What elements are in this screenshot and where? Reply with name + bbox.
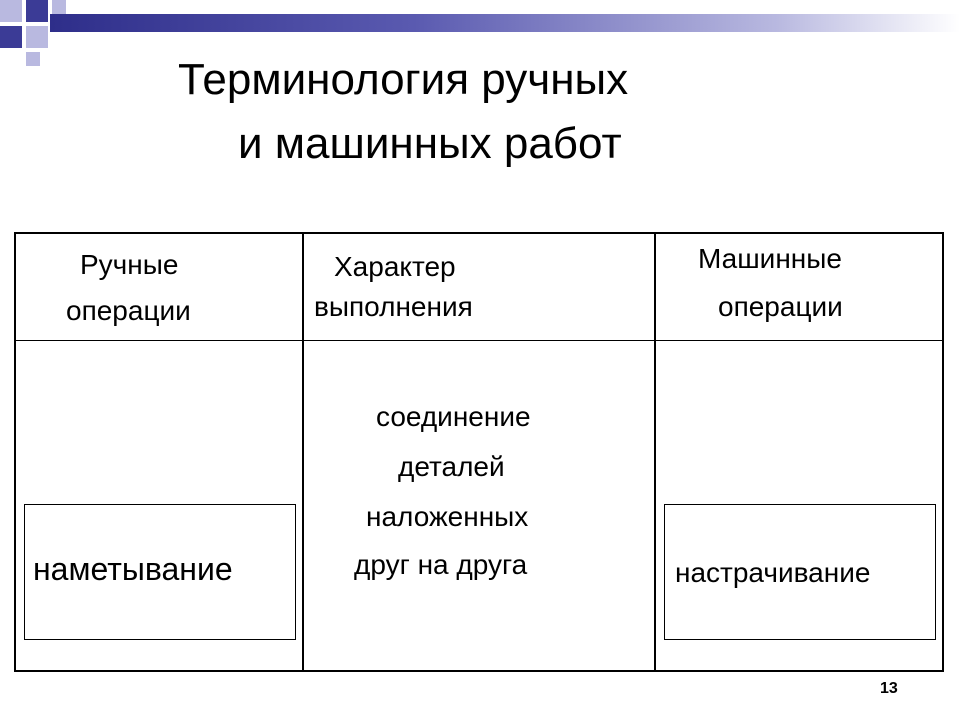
decor-square xyxy=(52,0,66,14)
header-machine-line1: Машинные xyxy=(698,243,842,274)
decor-square xyxy=(26,0,48,22)
table-border-bottom xyxy=(14,670,944,672)
table-border-top xyxy=(14,232,944,234)
description-line2: деталей xyxy=(398,451,505,482)
header-gradient-band xyxy=(50,14,960,32)
table-border-left xyxy=(14,232,16,672)
header-manual-line1: Ручные xyxy=(80,249,179,280)
manual-term-box xyxy=(24,504,296,640)
decor-square xyxy=(0,26,22,48)
page-number: 13 xyxy=(880,680,898,697)
header-character-line2: выполнения xyxy=(314,291,473,322)
decor-square xyxy=(26,26,48,48)
decor-square xyxy=(0,0,22,22)
machine-term-box xyxy=(664,504,936,640)
decor-square xyxy=(26,52,40,66)
table-border-right xyxy=(942,232,944,672)
table-header-divider xyxy=(14,340,944,341)
description-line3: наложенных xyxy=(366,501,529,532)
header-manual-line2: операции xyxy=(66,295,191,326)
header-character-line1: Характер xyxy=(334,251,456,282)
table-divider-2 xyxy=(654,232,656,672)
slide-title-line2: и машинных работ xyxy=(238,119,622,168)
table-divider-1 xyxy=(302,232,304,672)
description-line4: друг на друга xyxy=(354,549,528,580)
slide-title-line1: Терминология ручных xyxy=(178,55,629,104)
header-machine-line2: операции xyxy=(718,291,843,322)
machine-term-text: настрачивание xyxy=(675,557,871,588)
description-line1: соединение xyxy=(376,401,531,432)
manual-term-text: наметывание xyxy=(33,551,233,587)
terminology-table xyxy=(14,232,944,672)
